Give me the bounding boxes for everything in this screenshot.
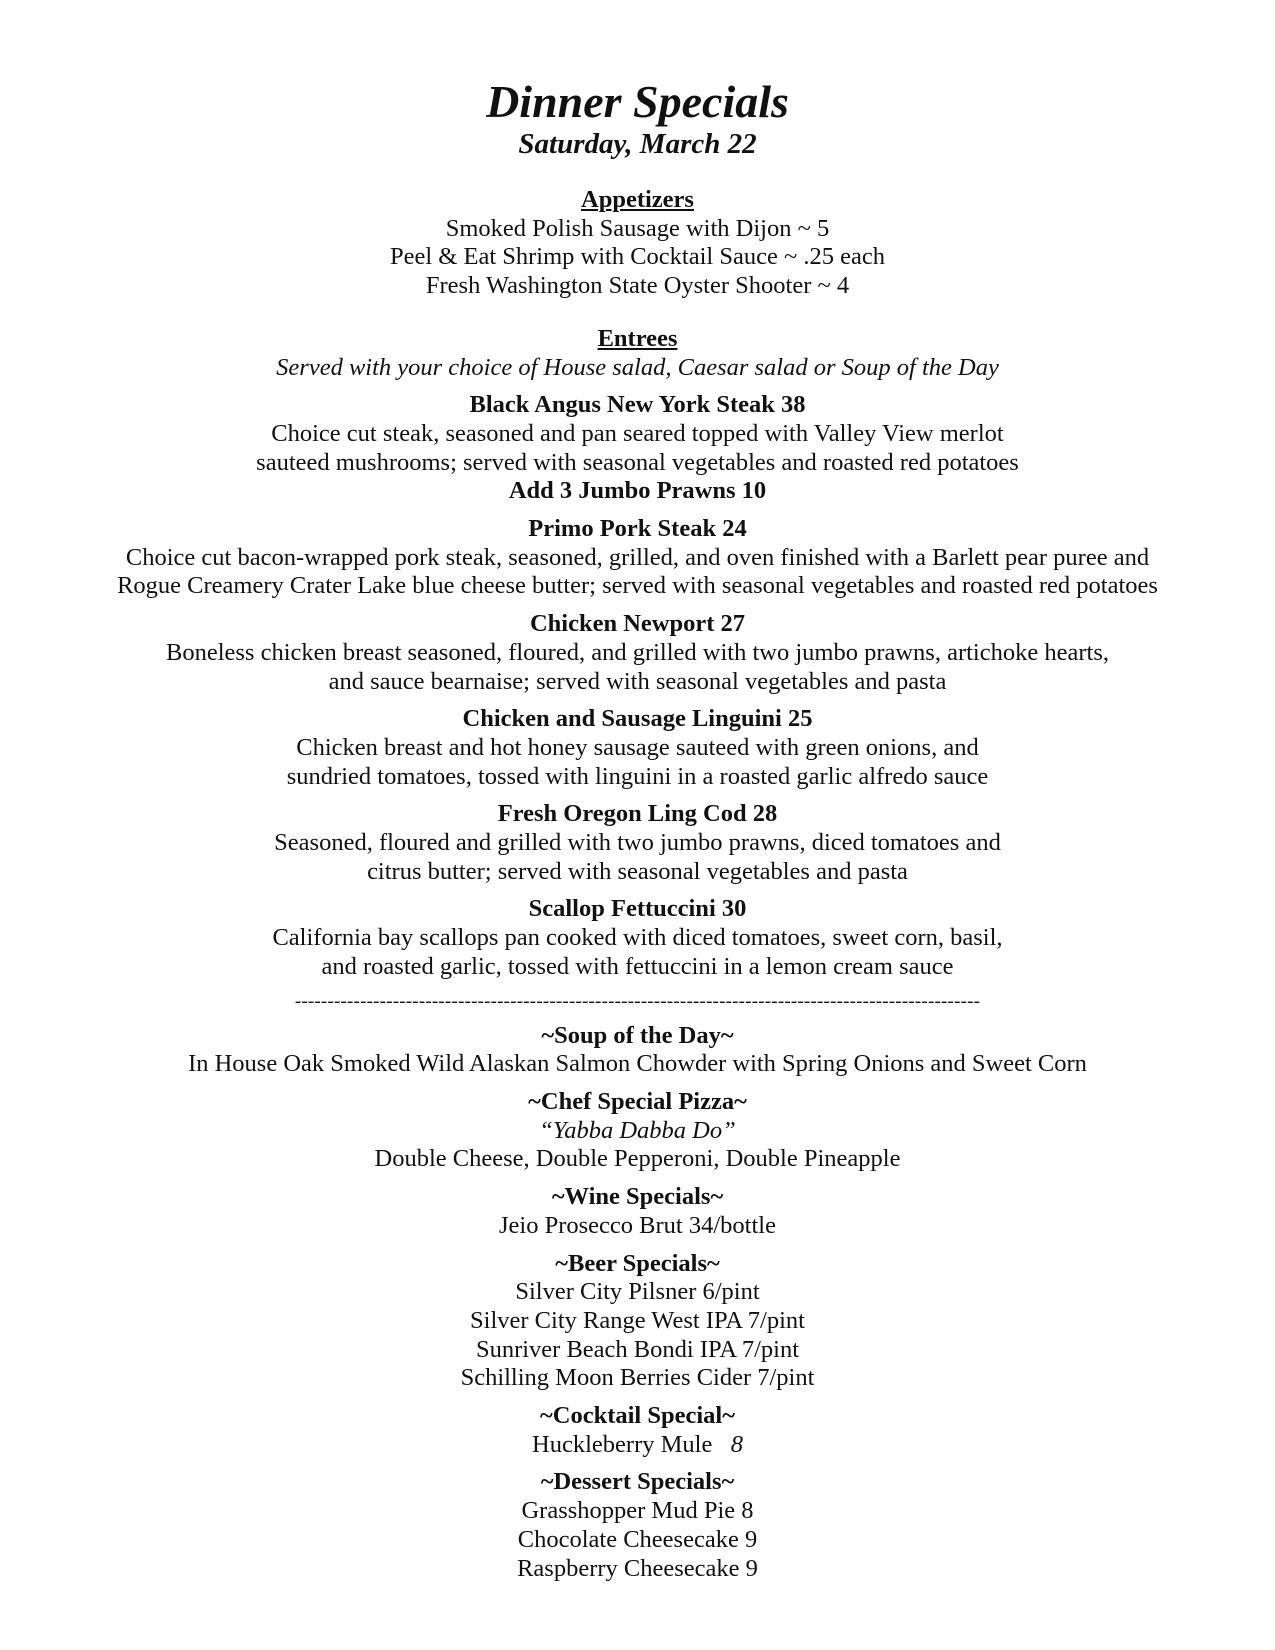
entree-description: Boneless chicken breast seasoned, floured, and grilled with two jumbo prawns, artichoke hearts,	[166, 638, 1109, 666]
entree-description: California bay scallops pan cooked with diced tomatoes, sweet corn, basil,	[272, 924, 1003, 952]
pizza-description: Double Cheese, Double Pepperoni, Double Pineapple	[374, 1145, 901, 1173]
entree-name: Chicken and Sausage Linguini 25	[462, 705, 813, 733]
dessert-item: Chocolate Cheesecake 9	[517, 1525, 758, 1553]
soup-heading: ~Soup of the Day~	[541, 1021, 734, 1049]
page-title: Dinner Specials	[486, 76, 789, 127]
appetizer-item: Smoked Polish Sausage with Dijon ~ 5	[445, 214, 830, 242]
entree-name: Scallop Fettuccini 30	[528, 895, 747, 923]
cocktail-heading: ~Cocktail Special~	[540, 1402, 735, 1430]
dessert-item: Raspberry Cheesecake 9	[517, 1554, 758, 1582]
beer-item: Sunriver Beach Bondi IPA 7/pint	[475, 1335, 800, 1363]
wine-heading: ~Wine Specials~	[551, 1183, 724, 1211]
appetizers-heading: Appetizers	[581, 186, 694, 213]
cocktail-item	[0, 1431, 1275, 1460]
soup-description: In House Oak Smoked Wild Alaskan Salmon Chowder with Spring Onions and Sweet Corn	[188, 1050, 1087, 1078]
section-divider: ---------------------------------------------------------------------------------------------------------	[294, 990, 981, 1012]
entree-description: Seasoned, floured and grilled with two jumbo prawns, diced tomatoes and	[274, 829, 1001, 857]
entree-description: citrus butter; served with seasonal vegetables and pasta	[367, 857, 908, 885]
entree-name: Primo Pork Steak 24	[528, 515, 747, 543]
entree-name: Black Angus New York Steak 38	[469, 391, 806, 419]
entrees-note: Served with your choice of House salad, Caesar salad or Soup of the Day	[276, 353, 999, 381]
appetizer-item: Peel & Eat Shrimp with Cocktail Sauce ~ .25 each	[390, 243, 885, 271]
cocktail-price: 8	[730, 1430, 743, 1458]
beer-item: Silver City Pilsner 6/pint	[515, 1278, 760, 1306]
entree-addon: Add 3 Jumbo Prawns 10	[508, 477, 767, 505]
entree-description: Choice cut steak, seasoned and pan seared topped with Valley View merlot	[271, 419, 1004, 447]
wine-item: Jeio Prosecco Brut 34/bottle	[499, 1211, 776, 1239]
entree-description: and sauce bearnaise; served with seasonal vegetables and pasta	[328, 667, 947, 695]
entree-name: Fresh Oregon Ling Cod 28	[497, 800, 778, 828]
dessert-heading: ~Dessert Specials~	[540, 1468, 735, 1496]
pizza-name: “Yabba Dabba Do”	[539, 1116, 736, 1144]
entree-description: sauteed mushrooms; served with seasonal vegetables and roasted red potatoes	[256, 448, 1019, 476]
entree-description: Choice cut bacon-wrapped pork steak, seasoned, grilled, and oven finished with a Barlett pear puree and	[125, 543, 1150, 571]
cocktail-name: Huckleberry Mule	[532, 1430, 731, 1458]
entree-description: Chicken breast and hot honey sausage sauteed with green onions, and	[296, 733, 979, 761]
dessert-item: Grasshopper Mud Pie 8	[521, 1497, 754, 1525]
beer-item: Schilling Moon Berries Cider 7/pint	[460, 1364, 815, 1392]
entree-description: sundried tomatoes, tossed with linguini in a roasted garlic alfredo sauce	[286, 762, 989, 790]
entree-description: Rogue Creamery Crater Lake blue cheese butter; served with seasonal vegetables and roasted red potatoes	[117, 572, 1158, 600]
entree-description: and roasted garlic, tossed with fettuccini in a lemon cream sauce	[321, 952, 954, 980]
entree-name: Chicken Newport 27	[529, 610, 746, 638]
menu-date: Saturday, March 22	[518, 128, 757, 160]
pizza-heading: ~Chef Special Pizza~	[528, 1087, 747, 1115]
appetizer-item: Fresh Washington State Oyster Shooter ~ 4	[425, 272, 850, 300]
beer-heading: ~Beer Specials~	[555, 1249, 720, 1277]
beer-item: Silver City Range West IPA 7/pint	[470, 1306, 805, 1334]
entrees-heading: Entrees	[597, 324, 678, 352]
